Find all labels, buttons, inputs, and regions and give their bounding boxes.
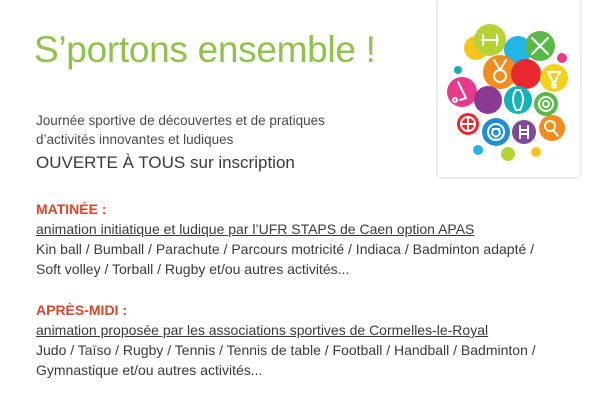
- morning-activities-line: Soft volley / Torball / Rugby et/ou autres activités...: [36, 261, 350, 277]
- bubble: [454, 66, 462, 74]
- morning-activities-line: Kin ball / Bumball / Parachute / Parcours motricité / Indiaca / Badminton adapté /: [36, 241, 535, 257]
- basketball-icon: [461, 117, 475, 131]
- intro-block: [36, 111, 426, 175]
- swimming-bubble: [512, 120, 536, 144]
- target-bubble: [534, 92, 558, 116]
- afternoon-heading: APRÈS-MIDI :: [36, 302, 127, 318]
- afternoon-activities-line: Gymnastique et/ou autres activités...: [36, 362, 263, 378]
- bubble: [501, 147, 515, 161]
- table-tennis-bubble: [539, 115, 565, 141]
- bubble: [531, 147, 541, 157]
- afternoon-section: [36, 300, 576, 380]
- intro-line: d’activités innovantes et ludiques: [36, 132, 234, 147]
- bubble: [474, 86, 502, 114]
- bubble: [473, 145, 483, 155]
- sports-bubbles-graphic: [438, 0, 580, 177]
- intro-highlight: OUVERTE À TOUS sur inscription: [36, 153, 295, 172]
- morning-heading: MATINÉE :: [36, 201, 107, 217]
- sports-illustration: [438, 0, 580, 177]
- football-bubble: [482, 118, 510, 146]
- afternoon-activities-line: Judo / Taïso / Rugby / Tennis / Tennis de table / Football / Handball / Badminton /: [36, 342, 536, 358]
- morning-section: [36, 199, 576, 279]
- intro-line: Journée sportive de découvertes et de pratiques: [36, 113, 325, 128]
- bubble: [511, 59, 541, 89]
- page-title: S’portons ensemble !: [34, 29, 376, 70]
- bubble: [557, 53, 567, 63]
- morning-subtitle: animation initiatique et ludique par l’UFR STAPS de Caen option APAS: [36, 221, 475, 237]
- afternoon-subtitle: animation proposée par les associations sportives de Cormelles-le-Royal: [36, 322, 489, 338]
